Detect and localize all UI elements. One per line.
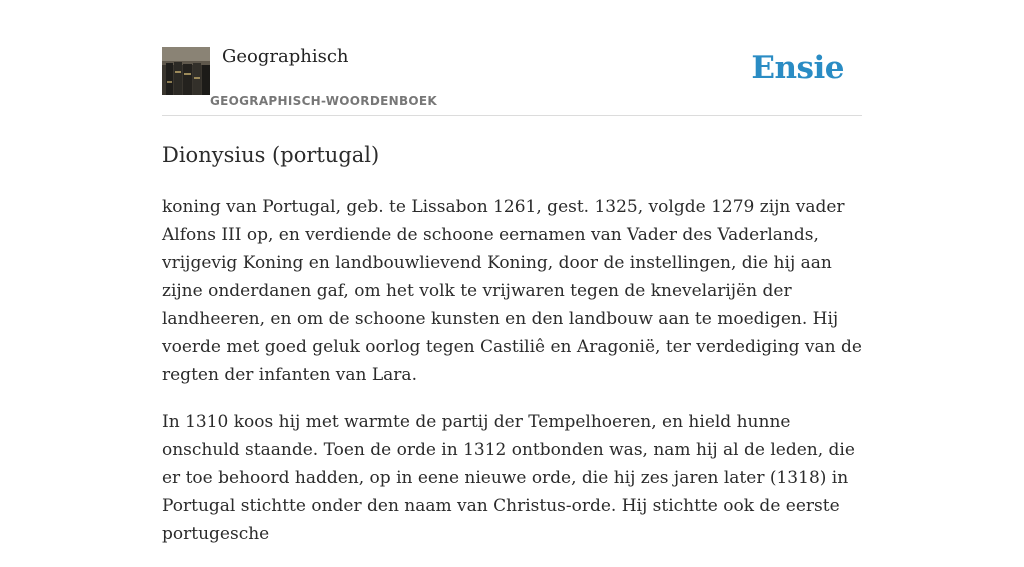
article-title: Dionysius (portugal) <box>162 143 380 167</box>
publication-slug: GEOGRAPHISCH-WOORDENBOEK <box>210 94 437 108</box>
publication-header <box>162 0 862 116</box>
ensie-logo[interactable]: Ensie <box>751 50 844 86</box>
publication-avatar-icon[interactable] <box>162 47 210 95</box>
article-paragraph: koning van Portugal, geb. te Lissabon 1261, gest. 1325, volgde 1279 zijn vader Alfons III op, en verdiende de schoone eernamen van Vader des Vaderlands, vrijgevig Koning en landbouwlievend Koning, door de instellingen, die hij aan zijne onderdanen gaf, om het volk te vrijwaren tegen de knevelarijën der landheeren, en om de schoone kunsten en den landbouw aan te moedigen. Hij voerde met goed geluk oorlog tegen Castiliê en Aragonië, ter verdediging van de regten der infanten van Lara. <box>162 197 862 385</box>
article-body <box>162 193 862 548</box>
content-container <box>162 0 862 567</box>
publication-title-link[interactable]: Geographisch <box>222 46 349 67</box>
article-paragraph: In 1310 koos hij met warmte de partij der Tempelhoeren, en hield hunne onschuld staande. Toen de orde in 1312 ontbonden was, nam hij al de leden, die er toe behoord hadden, op in eene nieuwe orde, die hij zes jaren later (1318) in Portugal stichtte onder den naam van Christus-orde. Hij stichtte ook de eerste portugesche <box>162 412 855 544</box>
